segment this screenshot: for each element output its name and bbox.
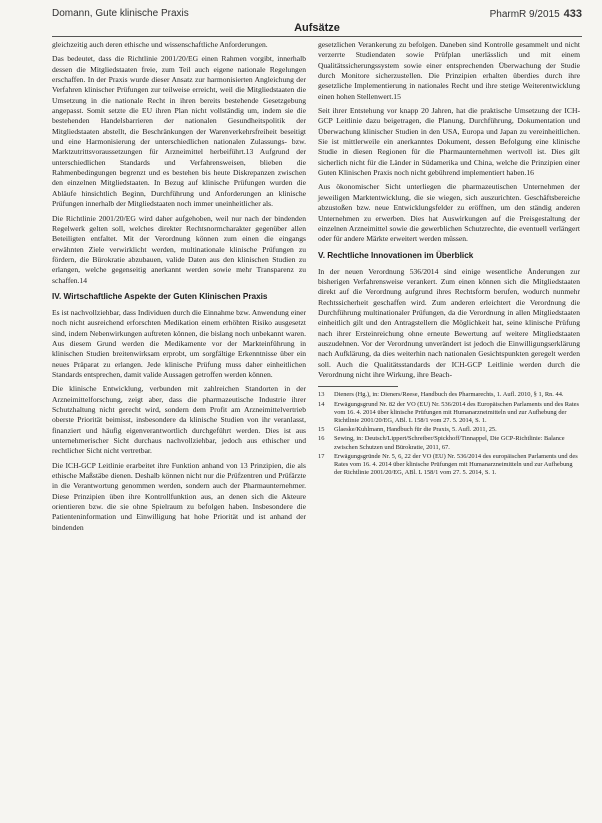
footnote bbox=[318, 401, 580, 426]
footnote-rule bbox=[318, 386, 398, 387]
header-author-title: Domann, Gute klinische Praxis bbox=[52, 8, 189, 19]
journal-issue: PharmR 9/2015 bbox=[489, 9, 560, 20]
header-rule bbox=[52, 36, 582, 37]
footnote-text: Sewing, in: Deutsch/Lippert/Schreiber/Spickhoff/Tinnappel, Die GCP-Richtlinie: Balance zwischen Schutzen und Bürokratie, 2011, 67. bbox=[334, 435, 565, 451]
footnote-text: Glaeske/Kuhlmann, Handbuch für die Praxis, 5. Aufl. 2011, 25. bbox=[334, 426, 497, 434]
footnote bbox=[318, 453, 580, 478]
footnote-text: Erwägungsgrund Nr. 82 der VO (EU) Nr. 536/2014 des Europäischen Parlaments und des Rates vom 16. 4. 2014 über klinische Prüfungen mit Humanarzneimitteln und zur Aufhebung der Richtlinie 2001/20/EG, ABl. L 158/1 vom 27. 5. 2014, S. 1. bbox=[334, 400, 579, 424]
body-paragraph: Das bedeutet, dass die Richtlinie 2001/20/EG einen Rahmen vorgibt, innerhalb dessen die Mitgliedstaaten freie, zum Teil auch eigene nationale Regelungen erschaffen. In der Praxis wurde dieser Ansatz zur harmonisierten Angleichung der Verfahren klinischer Prüfungen zur teilweise erreicht, weil die Mitgliedstaaten die Umsetzung in die nationale Recht in ihren bereits bestehende Gesetzgebung angepasst. Somit setzte die EU ihren Plan nicht vollständig um, indem sie die bestehenden Handelsbarrieren der nationalen Gesundheitspolitik der Mitgliedstaaten abstellt, die Beschränkungen der Warenverkehrsfreiheit beseitigt und eine Harmonisierung der unterschiedlichen nationalen Zulassungs- bzw. Marktzutrittsvoraussetzungen für Arzneimittel herbeiführt.13 Aufgrund der unterschiedlichen Standards und Verfahrensweisen, blieben die Rahmenbedingungen begrenzt und es bestehen bis heute Diskrepanzen zwischen den einzelnen Mitgliedstaaten. In Bezug auf klinische Prüfungen wurden die Abläufe hinsichtlich Beginn, Durchführung und Anforderungen an klinische Prüfungen innerhalb der Mitgliedstaaten noch immer uneinheitlicher als. bbox=[52, 54, 306, 209]
body-paragraph: Die Richtlinie 2001/20/EG wird daher aufgehoben, weil nur nach der bindenden Regelwerk gelten soll, welches direkter Rechtsnormcharakter gegenüber allen Beteiligten entfaltet. Mit der Verordnung können zum einen die eingangs erwähnten Ziele verwirklicht werden, multinationale klinische Prüfungen zu fördern, die Bürokratie abzubauen, valide Daten aus den klinischen Studien zu erlangen, welche gegenseitig anerkannt werden sowie mehr Transparenz zu schaffen.14 bbox=[52, 213, 306, 285]
section-heading: IV. Wirtschaftliche Aspekte der Guten Klinischen Praxis bbox=[52, 291, 268, 301]
footnote-number: 14 bbox=[318, 400, 325, 408]
body-paragraph: In der neuen Verordnung 536/2014 sind einige wesentliche Änderungen zur bisherigen Verfahrensweise verankert. Zum einen können sich die Mitgliedstaaten direkt auf die Verordnung aufgrund ihres Rechtsform berufen, wodurch nunmehr Rechtssicherheit geschaffen wird. Zum anderen erleichtert die Verordnung die Durchführung multinationaler Prüfungen, da die Verordnung in allen Mitgliedstaaten einheitlich gilt und den Antragstellern die Möglichkeit hat, seine klinische Prüfung nach ihrer Ersteinreichung ohne erneute Bewertung auf weitere Mitgliedstaaten auszudehnen. Vor der Verordnung unverändert ist jedoch die Einwilligungserklärung nach Aufklärung, da dies weiterhin nach nationalen Gesichtspunkten geregelt werden soll. Auch die Qualitätsstandards der ICH-GCP Leitlinie werden durch die Verordnung nicht ihre Wirkung, ihre Beach- bbox=[318, 266, 580, 379]
body-paragraph: Die ICH-GCP Leitlinie erarbeitet ihre Funktion anhand von 13 Prinzipien, die als ethische Maßstäbe dienen. Deshalb können nicht nur die Prüfzentren und Prüfärzte in die Verantwortung genommen werden, sondern auch der Pharmaunternehmer. Diese Prinzipien üben ihre Kontrollfunktion aus, an denen sich die Akteure orientieren bzw. die sie ohne Spielraum zu befolgen haben. Insbesondere die Patienteninformation und Einwilligung hat hohe Priorität und ist anhand der bindenden bbox=[52, 460, 306, 532]
body-paragraph: Die klinische Entwicklung, verbunden mit zahlreichen Standorten in der Arzneimittelforschung, zeigt aber, dass die pharmazeutische Industrie ihrer Schutzhaltung nicht gerecht wird, sondern dem Profit am Arzneimittelvertrieb oberste Priorität beimisst, insbesondere da klinische Studien von ihr veranlasst, finanziert und häufig eigenverantwortlich durchgeführt werden. Dies ist aus unternehmerischer Sicht durchaus nachvollziehbar, jedoch aus ethischer und rechtlicher Sicht nicht vertretbar. bbox=[52, 384, 306, 456]
footnote-text: Dieners (Hg.), in: Dieners/Reese, Handbuch des Pharmarechts, 1. Aufl. 2010, § 1, Rn. 44. bbox=[334, 391, 564, 399]
footnote-text: Erwägungsgründe Nr. 5, 6, 22 der VO (EU) Nr. 536/2014 des europäischen Parlaments und des Rates vom 16. 4. 2014 über klinische Prüfungen mit Humanarzneimitteln und zur Aufhebung der Richtlinie 2001/20/EG, ABl. L 158/1 vom 27. 5. 2014, S. 1. bbox=[334, 452, 578, 477]
right-column bbox=[318, 40, 580, 478]
body-paragraph: Seit ihrer Entstehung vor knapp 20 Jahren, hat die praktische Umsetzung der ICH-GCP Leitlinie dazu beigetragen, die Planung, Durchführung, Dokumentation und Überwachung klinischer Studien in den USA, Europa und Japan zu vereinheitlichen. Sie ist mittlerweile ein anerkanntes Dokument, dessen Befolgung eine klinische Studie in diesen Regionen für die Pharmaunternehmen wertvoll ist. Dies gilt sicherlich nicht für die Länder in Südamerika und China, welche die Prinzipien einer Guten Klinischen Praxis noch nicht gebührend implementiert haben.16 bbox=[318, 106, 580, 178]
footnote-number: 13 bbox=[318, 391, 325, 399]
page-number: 433 bbox=[563, 8, 582, 20]
section-title: Aufsätze bbox=[294, 22, 340, 34]
section-heading: V. Rechtliche Innovationen im Überblick bbox=[318, 250, 474, 260]
body-paragraph: gesetzlichen Verankerung zu befolgen. Daneben sind Kontrolle gesammelt und nicht verzerrte Studiendaten sowie Prüfplan unerlässlich und mit einem Qualitätssicherungssystem sowie einer entsprechenden Überwachung der Studie durch Monitore sicherzustellen. Die Prinzipien erhalten überdies durch ihre gesetzliche Implementierung in nationales Recht und ihre stetige Weiterentwicklung einen hohen Stellenwert.15 bbox=[318, 40, 580, 101]
running-header bbox=[52, 6, 582, 36]
body-paragraph: Es ist nachvollziehbar, dass Individuen durch die Einnahme bzw. Anwendung einer noch nicht ausreichend erforschten Medikation einem erhöhten Risiko ausgesetzt sind, indem Nebenwirkungen auftreten können, die bislang noch unbekannt waren. Aus diesem Grund werden die Medikamente vor der Markteinführung in klinischen Studien breitenwirksam erprobt, um sorgfältige Erkenntnisse über ein neues Präparat zu erlangen. Jede klinische Prüfung muss daher einheitlichen Standards entsprechen, damit valide Aussagen getroffen werden können. bbox=[52, 307, 306, 379]
footnote-number: 17 bbox=[318, 452, 325, 460]
header-journal bbox=[490, 8, 582, 20]
footnote-number: 15 bbox=[318, 426, 325, 434]
footnote bbox=[318, 391, 580, 399]
body-paragraph: gleichzeitig auch deren ethische und wissenschaftliche Anforderungen. bbox=[52, 40, 268, 49]
left-column bbox=[52, 40, 306, 537]
footnote-number: 16 bbox=[318, 435, 325, 443]
body-paragraph: Aus ökonomischer Sicht unterliegen die pharmazeutischen Unternehmen der jeweiligen Marktentwicklung, die sie wiegen, sich auszurichten. Geschäftsbereiche abzustoßen bzw. neue Entwicklungsfelder zu eröffnen, um den ständig anderen Unternehmen zu erwerben. Dies hat Auswirkungen auf die Preisgestaltung der einzelnen Arzneimittel sowie die gewerblichen Schutzrechte, die eventuell verlängert oder für andere Märkte erweitert werden müssen. bbox=[318, 182, 580, 244]
footnote bbox=[318, 426, 580, 434]
footnote bbox=[318, 435, 580, 451]
